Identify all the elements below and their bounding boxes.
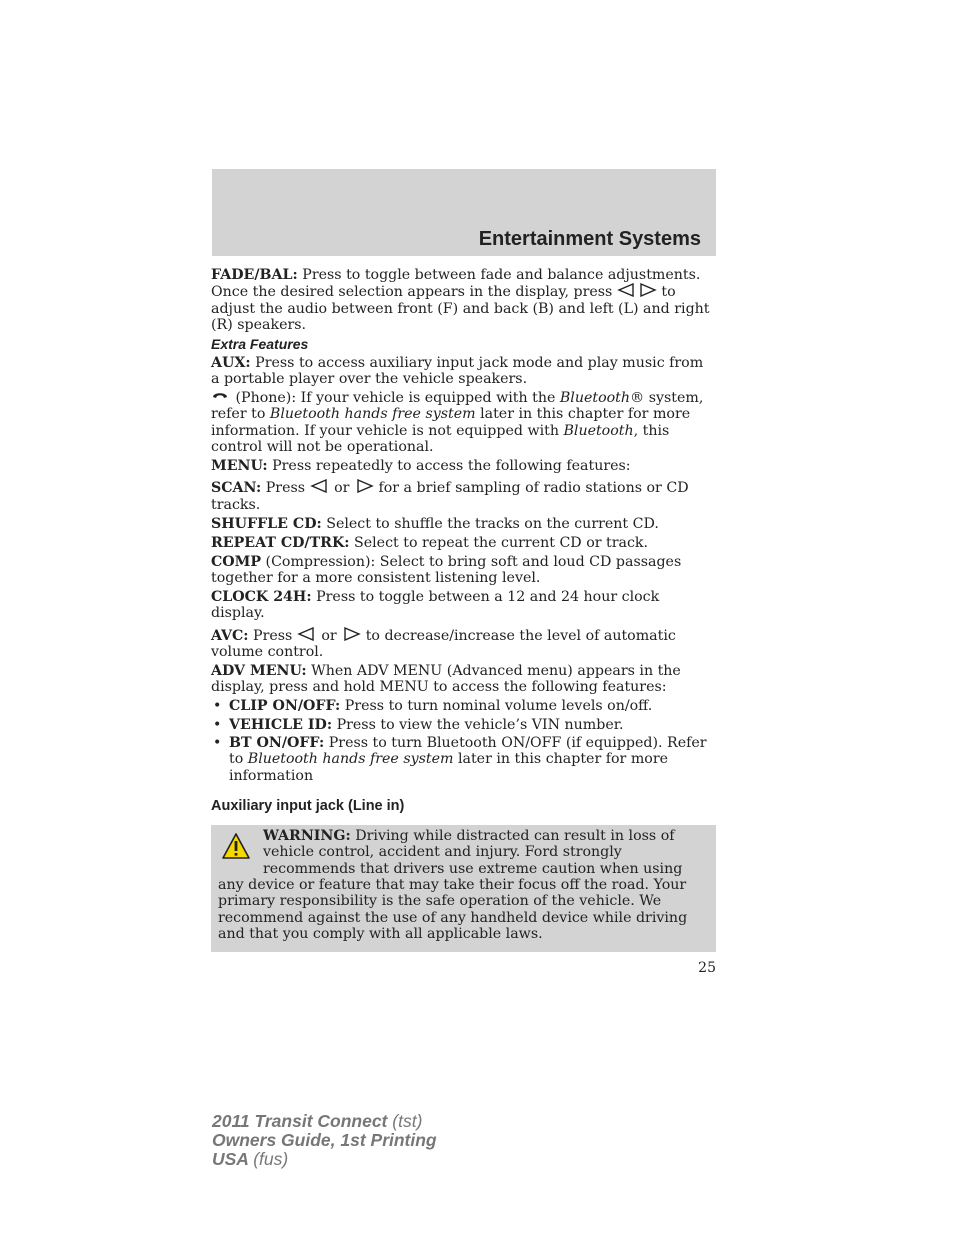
bt-text: Press to turn Bluetooth ON/OFF (if equipped). Refer to [229, 735, 707, 768]
bullet-icon: • [213, 716, 222, 733]
fade-bal-text-2: to adjust the audio between front (F) and back (B) and left (L) and right (R) speakers. [211, 284, 710, 334]
scan-label: SCAN: [211, 480, 262, 497]
clock-label: CLOCK 24H: [211, 588, 312, 605]
list-item [211, 698, 716, 714]
adv-menu-label: ADV MENU: [211, 662, 307, 679]
avc-label: AVC: [211, 627, 249, 644]
footer-line-2: Owners Guide, 1st Printing [212, 1130, 437, 1150]
section-title: Entertainment Systems [478, 228, 701, 250]
menu-text: Press repeatedly to access the following features: [272, 457, 631, 474]
bt-text-2: later in this chapter for more information [229, 751, 668, 784]
aux-label: AUX: [211, 354, 251, 371]
aux-paragraph [211, 355, 716, 388]
comp-paragraph [211, 554, 716, 587]
scan-press: Press [265, 480, 306, 497]
clock-paragraph [211, 589, 716, 622]
scan-or: or [334, 480, 350, 497]
warning-box [211, 825, 716, 952]
repeat-paragraph [211, 535, 716, 551]
right-arrow-icon [354, 479, 374, 493]
bt-italic: Bluetooth hands free system [247, 751, 454, 768]
warning-label: WARNING: [263, 827, 351, 844]
phone-italic-3: Bluetooth [563, 422, 634, 439]
phone-text-1: (Phone): If your vehicle is equipped with the [235, 389, 556, 406]
adv-menu-list [211, 698, 716, 784]
list-item [211, 735, 716, 784]
warning-triangle-icon [221, 832, 251, 862]
footer-model: 2011 Transit Connect [212, 1111, 388, 1131]
fade-bal-label: FADE/BAL: [211, 267, 298, 283]
clip-text: Press to turn nominal volume levels on/off. [344, 698, 653, 715]
aux-text: Press to access auxiliary input jack mode and play music from a portable player over the vehicle speakers. [211, 354, 704, 387]
vehicle-id-label: VEHICLE ID: [229, 716, 333, 733]
footer-line-3 [212, 1150, 437, 1169]
phone-text-2: system, refer to [211, 389, 704, 423]
phone-italic-1: Bluetooth® [559, 389, 645, 406]
phone-icon [211, 390, 231, 406]
clip-label: CLIP ON/OFF: [229, 698, 341, 715]
footer-market-code: (fus) [253, 1149, 289, 1169]
right-arrow-icon [341, 627, 361, 641]
avc-press: Press [253, 627, 293, 644]
page-content [211, 267, 716, 952]
warning-text: Driving while distracted can result in loss of vehicle control, accident and injury. Ford strongly recommends that drivers use extreme caution when using any device or feature that may take their focus off the road. Your primary responsibility is the safe operation of the vehicle. We recommend against the use of any handheld device while driving and that you comply with all applicable laws. [218, 827, 688, 943]
extra-features-heading: Extra Features [211, 336, 309, 353]
avc-text: to decrease/increase the level of automatic volume control. [211, 627, 676, 661]
left-arrow-icon [297, 627, 317, 641]
avc-or: or [321, 627, 337, 644]
clock-text: Press to toggle between a 12 and 24 hour clock display. [211, 588, 660, 622]
menu-paragraph [211, 458, 716, 474]
fade-bal-paragraph [211, 267, 716, 334]
repeat-label: REPEAT CD/TRK: [211, 534, 350, 551]
adv-menu-paragraph [211, 663, 716, 696]
bt-label: BT ON/OFF: [229, 735, 325, 752]
phone-italic-2: Bluetooth hands free system [269, 406, 476, 423]
shuffle-paragraph [211, 516, 716, 532]
shuffle-label: SHUFFLE CD: [211, 515, 322, 532]
bullet-icon: • [213, 735, 222, 752]
scan-paragraph [211, 479, 716, 513]
comp-label: COMP [211, 553, 262, 570]
comp-text: (Compression): Select to bring soft and loud CD passages together for a more consistent listening level. [211, 553, 682, 586]
page-number: 25 [698, 960, 716, 976]
bullet-icon: • [213, 698, 222, 715]
footer-market: USA [212, 1149, 249, 1169]
footer-line-1 [212, 1112, 437, 1131]
aux-jack-heading: Auxiliary input jack (Line in) [211, 798, 405, 815]
left-arrow-icon [310, 479, 330, 493]
phone-paragraph [211, 390, 716, 456]
list-item [211, 717, 716, 733]
footer [212, 1112, 437, 1169]
scan-text: for a brief sampling of radio stations or CD tracks. [211, 480, 689, 513]
phone-text-3: later in this chapter for more information. If your vehicle is not equipped with [211, 406, 691, 439]
adv-menu-text: When ADV MENU (Advanced menu) appears in the display, press and hold MENU to access the following features: [211, 662, 681, 696]
footer-model-code: (tst) [392, 1111, 423, 1131]
avc-paragraph [211, 627, 716, 661]
repeat-text: Select to repeat the current CD or track. [354, 534, 649, 551]
fade-bal-text-1: Press to toggle between fade and balance adjustments. Once the desired selection appears in the display, press [211, 267, 701, 301]
shuffle-text: Select to shuffle the tracks on the current CD. [326, 515, 659, 532]
phone-text-4: , this control will not be operational. [211, 422, 670, 456]
menu-label: MENU: [211, 457, 268, 474]
header-band [212, 169, 716, 256]
vehicle-id-text: Press to view the vehicle’s VIN number. [336, 716, 624, 733]
left-right-arrows-icon [617, 283, 657, 297]
